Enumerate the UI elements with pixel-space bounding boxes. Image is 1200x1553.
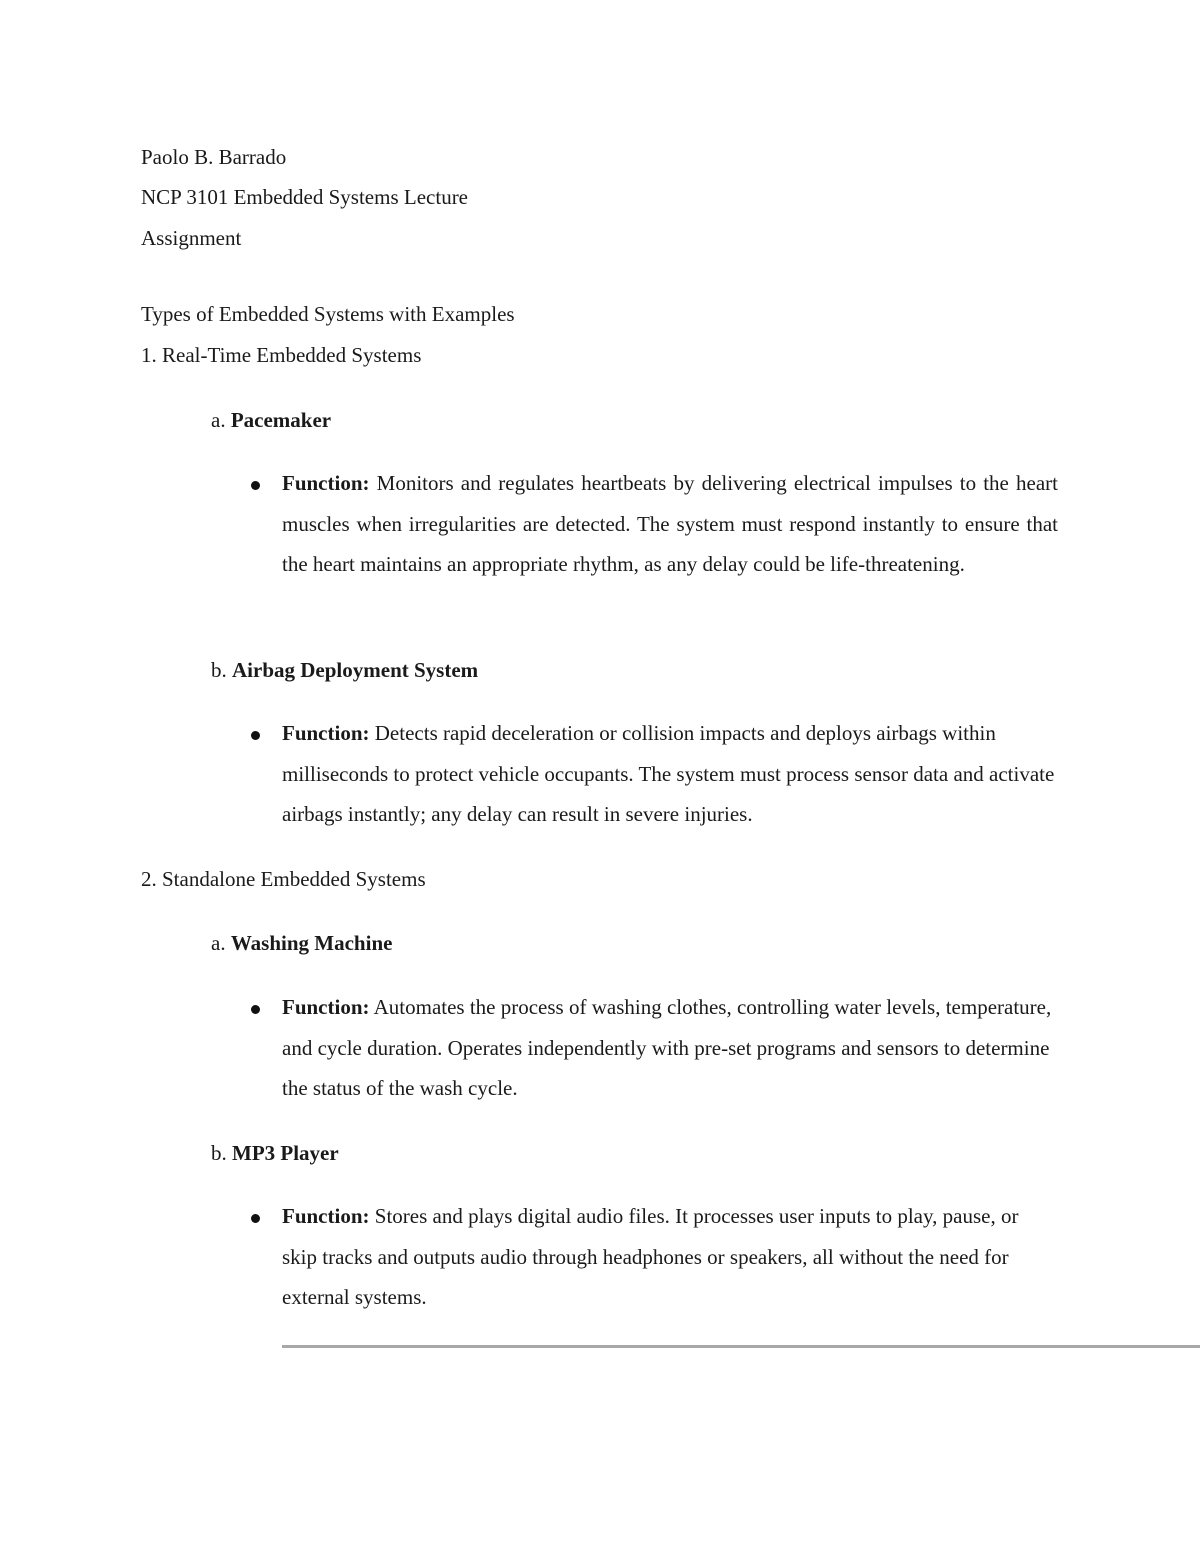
bullet-dot-icon [251, 731, 260, 740]
function-description: Detects rapid deceleration or collision impacts and deploys airbags within milliseconds to protect vehicle occupants. The system must process sensor data and activate airbags instantly; any delay can result in severe injuries. [282, 721, 1055, 826]
bullet-dot-icon [251, 1005, 260, 1014]
bullet-text [282, 713, 1058, 835]
bullet-text [282, 1196, 1058, 1318]
example-letter: a. [211, 931, 226, 955]
course-title: NCP 3101 Embedded Systems Lecture [141, 185, 469, 209]
function-label: Function: [282, 995, 370, 1019]
function-label: Function: [282, 1204, 370, 1228]
section-heading-standalone: 2. Standalone Embedded Systems [141, 867, 426, 891]
author-name: Paolo B. Barrado [141, 145, 287, 169]
bullet-text [282, 987, 1058, 1109]
example-name: Airbag Deployment System [232, 658, 479, 682]
example-name: Pacemaker [230, 408, 332, 432]
function-description: Monitors and regulates heartbeats by delivering electrical impulses to the heart muscles when irregularities are detected. The system must respond instantly to ensure that the heart maintains an appropriate rhythm, as any delay could be life-threatening. [282, 471, 1058, 576]
function-description: Stores and plays digital audio files. It processes user inputs to play, pause, or skip tracks and outputs audio through headphones or speakers, all without the need for external systems. [282, 1204, 1019, 1309]
example-letter: a. [211, 408, 226, 432]
example-heading-washing-machine [211, 933, 392, 954]
bullet-dot-icon [251, 1214, 260, 1223]
example-name: MP3 Player [232, 1141, 339, 1165]
function-label: Function: [282, 721, 370, 745]
bullet-dot-icon [251, 481, 260, 490]
document-title: Types of Embedded Systems with Examples [141, 302, 515, 326]
document-type: Assignment [141, 226, 242, 250]
example-letter: b. [211, 658, 227, 682]
bullet-text [282, 463, 1058, 585]
function-description: Automates the process of washing clothes, controlling water levels, temperature, and cycle duration. Operates independently with pre-set programs and sensors to determine the status of the wash cycle. [282, 995, 1052, 1100]
horizontal-divider [282, 1345, 1200, 1348]
example-heading-pacemaker [211, 410, 331, 431]
example-letter: b. [211, 1141, 227, 1165]
example-heading-airbag [211, 660, 478, 681]
section-heading-real-time: 1. Real-Time Embedded Systems [141, 343, 422, 367]
example-name: Washing Machine [230, 931, 393, 955]
example-heading-mp3-player [211, 1143, 339, 1164]
function-label: Function: [282, 471, 370, 495]
